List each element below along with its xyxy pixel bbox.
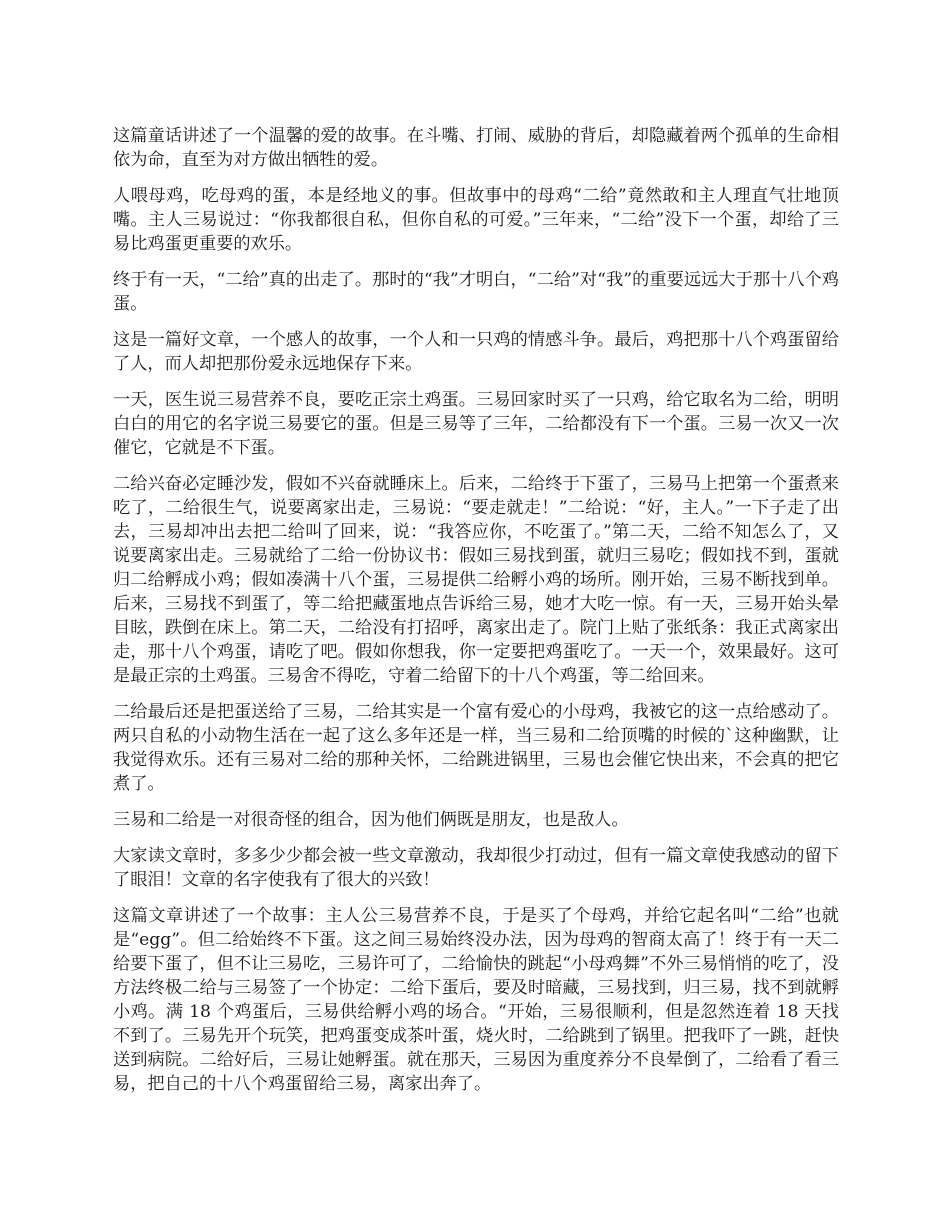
paragraph-8: 三易和二给是一对很奇怪的组合，因为他们俩既是朋友，也是敌人。 — [113, 810, 629, 830]
paragraph-9: 大家读文章时，多多少少都会被一些文章激动，我却很少打动过，但有一篇文章使我感动的留下了眼泪！文章的名字使我有了很大的兴致！ — [113, 846, 839, 890]
paragraph-3: 终于有一天，“二给”真的出走了。那时的“我”才明白，“二给”对“我”的重要远远大于那十八个鸡蛋。 — [113, 270, 839, 314]
paragraph-1: 这篇童话讲述了一个温馨的爱的故事。在斗嘴、打闹、威胁的背后，却隐藏着两个孤单的生命相依为命，直至为对方做出牺牲的爱。 — [113, 126, 839, 170]
paragraph-2: 人喂母鸡，吃母鸡的蛋，本是经地义的事。但故事中的母鸡“二给”竟然敢和主人理直气壮地顶嘴。主人三易说过：“你我都很自私，但你自私的可爱。”三年来，“二给”没下一个蛋，却给了三易比鸡蛋更重要的欢乐。 — [113, 186, 839, 254]
paragraph-4: 这是一篇好文章，一个感人的故事，一个人和一只鸡的情感斗争。最后，鸡把那十八个鸡蛋留给了人，而人却把那份爱永远地保存下来。 — [113, 330, 839, 374]
paragraph-7: 二给最后还是把蛋送给了三易，二给其实是一个富有爱心的小母鸡，我被它的这一点给感动了。两只自私的小动物生活在一起了这么多年还是一样，当三易和二给顶嘴的时候的`这种幽默，让我觉得欢乐。还有三易对二给的那种关怀，二给跳进锅里，三易也会催它快出来，不会真的把它煮了。 — [113, 702, 839, 794]
paragraph-6: 二给兴奋必定睡沙发，假如不兴奋就睡床上。后来，二给终于下蛋了，三易马上把第一个蛋煮来吃了，二给很生气，说要离家出走，三易说：“要走就走！”二给说：“好，主人。”一下子走了出去，三易却冲出去把二给叫了回来，说：“我答应你，不吃蛋了。”第二天，二给不知怎么了，又说要离家出走。三易就给了二给一份协议书：假如三易找到蛋，就归三易吃；假如找不到，蛋就归二给孵成小鸡；假如凑满十八个蛋，三易提供二给孵小鸡的场所。刚开始，三易不断找到单。后来，三易找不到蛋了，等二给把藏蛋地点告诉给三易，她才大吃一惊。有一天，三易开始头晕目眩，跌倒在床上。第二天，二给没有打招呼，离家出走了。院门上贴了张纸条：我正式离家出走，那十八个鸡蛋，请吃了吧。假如你想我，你一定要把鸡蛋吃了。一天一个，效果最好。这可是最正宗的土鸡蛋。三易舍不得吃，守着二给留下的十八个鸡蛋，等二给回来。 — [113, 474, 839, 686]
paragraph-10: 这篇文章讲述了一个故事：主人公三易营养不良，于是买了个母鸡，并给它起名叫“二给”也就是“egg”。但二给始终不下蛋。这之间三易始终没办法，因为母鸡的智商太高了！终于有一天二给要下蛋了，但不让三易吃，三易许可了，二给愉快的跳起“小母鸡舞”不外三易悄悄的吃了，没方法终极二给与三易签了一个协定：二给下蛋后，要及时暗藏，三易找到，归三易，找不到就孵小鸡。满 18 个鸡蛋后，三易供给孵小鸡的场合。“开始，三易很顺利，但是忽然连着 18 天找不到了。三易先开个玩笑，把鸡蛋变成茶叶蛋，烧火时，二给跳到了锅里。把我吓了一跳，赶快送到病院。二给好后，三易让她孵蛋。就在那天，三易因为重度养分不良晕倒了，二给看了看三易，把自己的十八个鸡蛋留给三易，离家出奔了。 — [113, 906, 839, 1094]
paragraph-5: 一天，医生说三易营养不良，要吃正宗土鸡蛋。三易回家时买了一只鸡，给它取名为二给，明明白白的用它的名字说三易要它的蛋。但是三易等了三年，二给都没有下一个蛋。三易一次又一次催它，它就是不下蛋。 — [113, 390, 839, 458]
document-page — [113, 124, 839, 1108]
